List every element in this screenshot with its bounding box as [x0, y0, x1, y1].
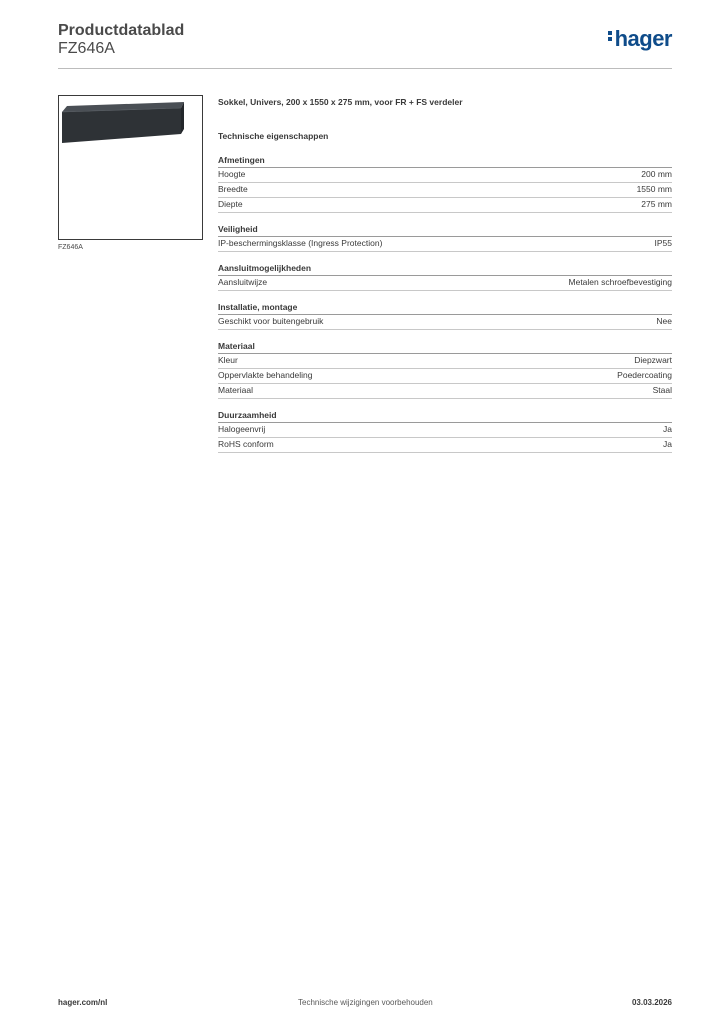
spec-label: Kleur — [218, 355, 238, 365]
spec-value: IP55 — [654, 238, 672, 248]
spec-row — [218, 384, 672, 399]
section-title: Duurzaamheid — [218, 409, 672, 423]
product-code: FZ646A — [58, 40, 115, 57]
section-title: Installatie, montage — [218, 301, 672, 315]
spec-section — [218, 154, 672, 213]
spec-value: Staal — [652, 385, 672, 395]
spec-label: Geschikt voor buitengebruik — [218, 316, 324, 326]
spec-label: RoHS conform — [218, 439, 274, 449]
section-title: Materiaal — [218, 340, 672, 354]
spec-label: Hoogte — [218, 169, 246, 179]
spec-value: 200 mm — [641, 169, 672, 179]
spec-label: Materiaal — [218, 385, 253, 395]
spec-row — [218, 198, 672, 213]
product-image — [58, 95, 203, 240]
footer-date: 03.03.2026 — [631, 998, 672, 1007]
spec-row — [218, 369, 672, 384]
spec-row — [218, 423, 672, 438]
spec-section — [218, 223, 672, 252]
spec-section — [218, 409, 672, 453]
spec-row — [218, 354, 672, 369]
spec-value: Ja — [663, 439, 672, 449]
product-description: Sokkel, Univers, 200 x 1550 x 275 mm, voor FR + FS verdeler — [218, 97, 463, 107]
spec-value: Diepzwart — [634, 355, 672, 365]
product-plinth-illustration — [59, 96, 202, 239]
spec-label: Diepte — [218, 199, 243, 209]
section-title: Aansluitmogelijkheden — [218, 262, 672, 276]
spec-row — [218, 276, 672, 291]
spec-row — [218, 237, 672, 252]
logo-dots-icon — [608, 29, 613, 43]
logo-text: hager — [614, 26, 672, 51]
spec-value: 1550 mm — [636, 184, 672, 194]
spec-label: Breedte — [218, 184, 248, 194]
page-title: Productdatablad — [58, 22, 185, 39]
spec-row — [218, 438, 672, 453]
spec-label: IP-beschermingsklasse (Ingress Protection) — [218, 238, 383, 248]
tech-heading: Technische eigenschappen — [218, 131, 329, 141]
footer-disclaimer: Technische wijzigingen voorbehouden — [298, 998, 433, 1007]
spec-label: Aansluitwijze — [218, 277, 268, 287]
spec-value: Nee — [656, 316, 672, 326]
spec-row — [218, 315, 672, 330]
spec-section — [218, 301, 672, 330]
spec-value: Metalen schroefbevestiging — [568, 277, 672, 287]
spec-value: Ja — [663, 424, 672, 434]
footer-website-link[interactable]: hager.com/nl — [58, 998, 108, 1007]
hager-logo — [608, 26, 672, 52]
spec-value: Poedercoating — [617, 370, 672, 380]
spec-section — [218, 262, 672, 291]
spec-value: 275 mm — [641, 199, 672, 209]
spec-label: Halogeenvrij — [218, 424, 266, 434]
product-details — [218, 96, 672, 453]
spec-section — [218, 340, 672, 399]
section-title: Veiligheid — [218, 223, 672, 237]
spec-sections — [218, 154, 672, 453]
page-header — [58, 20, 672, 69]
spec-label: Oppervlakte behandeling — [218, 370, 313, 380]
section-title: Afmetingen — [218, 154, 672, 168]
image-caption: FZ646A — [58, 244, 83, 251]
spec-row — [218, 168, 672, 183]
spec-row — [218, 183, 672, 198]
